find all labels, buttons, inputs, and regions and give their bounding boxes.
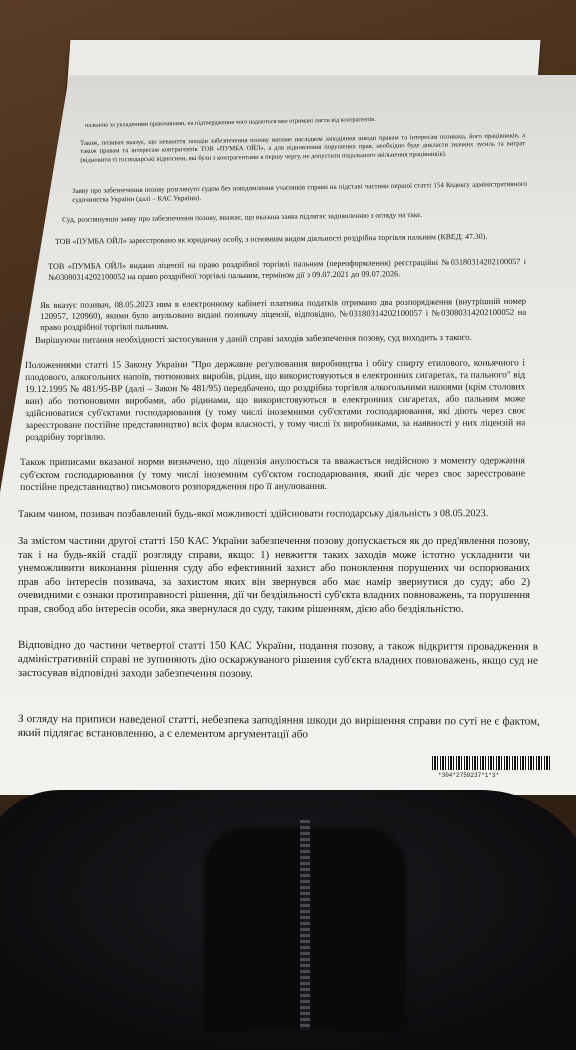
paragraph: Відповідно до частини четвертої статті 150 КАС України, подання позову, а також відкриття провадження в адміністративній справі не зупиняють дію оскаржуваного рішення суб'єкта владних повноважень, якщо суд не застосував відповідні заходи забезпечення позову. <box>17 639 538 680</box>
paragraph: пальною за укладеними правочинами, на підтвердження чого надаються вже отримані листи від контрагентів. <box>85 115 376 129</box>
paragraph: ТОВ «ПУМБА ОЙЛ» видано ліцензії на право роздрібної торгівлі пальним (переоформлення) реєстраційні №03180314202100057 і №03080314202100052 на право роздрібної торгівлі пальним, терміном дії з 09.07.2021 до 09.07.2026. <box>48 256 527 282</box>
paragraph: ТОВ «ПУМБА ОЙЛ» зареєстровано як юридичну особу, з основним видом діяльності роздрібна торгівля пальним (КВЕД: 47.30). <box>55 231 488 246</box>
paragraph: Заяву про забезпечення позову розглянуто судом без повідомлення учасників справи на підставі частини першої статті 154 Кодексу адміністративного судочинства України (далі – КАС України). <box>72 179 528 204</box>
barcode-number: *304*2759237*1*3* <box>438 772 500 779</box>
paragraph: Положеннями статті 15 Закону України "Про державне регулювання виробництва і обігу спирту етилового, коньячного і плодового, алкогольних напоїв, тютюнових виробів, рідин, що використовуються в електронних сигаретах, та пального" від 19.12.1995 № 481/95-ВР (далі – Закон № 481/95) передбачено, що роздрібна торгівля алкогольними напоями (крім столових вин) або тютюновими виробами, або рідинами, що використовуються в електронних сигаретах, або пальним може здійснюватися суб'єктами господарювання (у тому числі іноземними суб'єктами господарювання, які діють через своє зареєстроване постійне представництво) всіх форм власності, у тому числі їх виробниками, за наявності у них ліцензій на роздрібну торгівлю. <box>25 358 526 444</box>
paragraph: Вирішуючи питання необхідності застосування у даній справі заходів забезпечення позову, суд виходить з такого. <box>35 331 472 345</box>
paragraph: Таким чином, позивач позбавлений будь-якої можливості здійснювати господарську діяльність з 08.05.2023. <box>18 508 489 520</box>
paragraph: За змістом частини другої статті 150 КАС України забезпечення позову допускається як до пред'явлення позову, так і на будь-якій стадії розгляду справи, якщо: 1) невжиття таких заходів може істотно ускладнити чи унеможливити виконання рішення суду або ефективний захист або поновлення порушених чи оспорюваних прав або інтересів позивача, за захистом яких він звернувся або має намір звернутися до суду; або 2) очевидними є ознаки протиправності рішення, дії чи бездіяльності суб'єкта владних повноважень, та порушення прав, свобод або інтересів особи, яка звернулася до суду, таким рішенням, дією або бездіяльністю. <box>18 536 530 615</box>
paragraph: Як вказує позивач, 08.05.2023 ним в електронному кабінеті платника податків отримано два розпорядження (внутрішній номер 120957, 120960), якими було анульовано видані позивачу ліцензії, відповідно, №03180314202100057 і №03080314202100052 на право роздрібної торгівлі пальним. <box>40 295 527 333</box>
paragraph: З огляду на приписи наведеної статті, небезпека заподіяння шкоди до вирішення справи по суті не є фактом, який підлягає встановленню, а є елементом аргументації або <box>17 713 540 741</box>
paragraph: Також приписами вказаної норми визначено, що ліцензія анулюється та вважається недійсною з моменту одержання суб'єктом господарювання (у тому числі іноземним суб'єктом господарювання, який діє через своє зареєстроване постійне представництво) письмового розпорядження про її анулювання. <box>20 455 526 494</box>
paragraph: Суд, розглянувши заяву про забезпечення позову, вважає, що вказана заява підлягає задоволенню з огляду на таке. <box>62 209 423 224</box>
barcode <box>432 756 550 770</box>
paragraph: Також, позивач вказує, що невжиття заходів забезпечення позову матиме наслідком заподіяння шкоди правам та інтересам позивача, його працівників, а також правам та інтересам контрагентів ТОВ «ПУМБА ОЙЛ», а для відновлення порушених прав, необхідно буде докласти значних зусиль та витрат (відновити ті господарські відносини, які були з контрагентами в першу чергу, не допустити подальшого звільнення працівників). <box>80 132 526 164</box>
bag-zipper <box>300 820 310 1030</box>
